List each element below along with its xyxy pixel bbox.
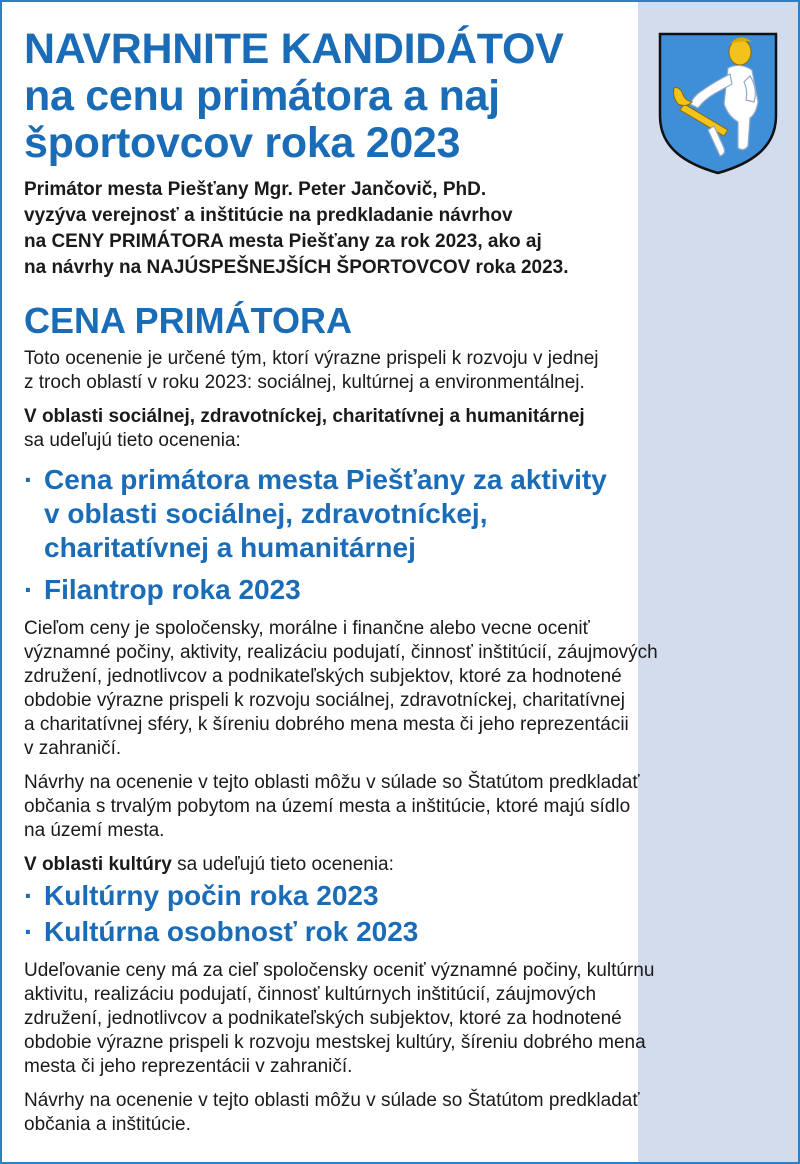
social-description	[24, 617, 784, 761]
text-line: aktivitu, realizáciu podujatí, činnosť kultúrnych inštitúcií, záujmových	[24, 984, 597, 1005]
text-line: Toto ocenenie je určené tým, ktorí výrazne prispeli k rozvoju v jednej	[24, 348, 599, 369]
bullet-icon: ·	[24, 574, 34, 605]
award-line: charitatívnej a humanitárnej	[44, 532, 416, 563]
social-eligibility	[24, 771, 784, 843]
text-line: združení, jednotlivcov a podnikateľských subjektov, ktoré za hodnotené	[24, 666, 622, 687]
culture-heading-bold: V oblasti kultúry	[24, 854, 172, 875]
award-item	[24, 879, 784, 913]
culture-eligibility	[24, 1089, 784, 1137]
intro-line: Primátor mesta Piešťany Mgr. Peter Jančovič, PhD.	[24, 179, 487, 200]
intro-line: na CENY PRIMÁTORA mesta Piešťany za rok 2023, ako aj	[24, 231, 542, 252]
text-line: občania a inštitúcie.	[24, 1114, 191, 1135]
text-line: obdobie výrazne prispeli k rozvoju mestskej kultúry, šíreniu dobrého mena	[24, 1032, 646, 1053]
social-heading-bold: V oblasti sociálnej, zdravotníckej, charitatívnej a humanitárnej	[24, 406, 585, 427]
headline-line: športovcov roka 2023	[24, 119, 461, 167]
award-description	[24, 347, 784, 395]
text-line: a charitatívnej sféry, k šíreniu dobrého mena mesta či jeho reprezentácii	[24, 714, 629, 735]
award-item	[24, 915, 784, 949]
text-line: mesta či jeho reprezentácii v zahraničí.	[24, 1056, 353, 1077]
social-heading-tail: sa udeľujú tieto ocenenia:	[24, 430, 241, 451]
bullet-icon: ·	[24, 880, 34, 911]
text-line: významné počiny, aktivity, realizáciu podujatí, činnosť inštitúcií, záujmových	[24, 642, 658, 663]
award-item	[24, 573, 784, 607]
culture-heading	[24, 853, 784, 877]
text-line: v zahraničí.	[24, 738, 122, 759]
headline-line: NAVRHNITE KANDIDÁTOV	[24, 25, 564, 73]
text-line: občania s trvalým pobytom na území mesta a inštitúcie, ktoré majú sídlo	[24, 796, 631, 817]
award-item	[24, 463, 784, 565]
intro	[24, 177, 784, 281]
headline-line: na cenu primátora a naj	[24, 72, 500, 120]
text-line: Cieľom ceny je spoločensky, morálne i finančne alebo vecne oceniť	[24, 618, 590, 639]
text-line: Návrhy na ocenenie v tejto oblasti môžu v súlade so Štatútom predkladať	[24, 1090, 640, 1111]
social-heading	[24, 405, 784, 453]
text-line: Návrhy na ocenenie v tejto oblasti môžu v súlade so Štatútom predkladať	[24, 772, 640, 793]
intro-line: na návrhy na NAJÚSPEŠNEJŠÍCH ŠPORTOVCOV roka 2023.	[24, 257, 569, 278]
bullet-icon: ·	[24, 916, 34, 947]
intro-line: vyzýva verejnosť a inštitúcie na predkladanie návrhov	[24, 205, 513, 226]
award-line: Cena primátora mesta Piešťany za aktivity	[44, 464, 607, 495]
content	[24, 2, 784, 1137]
award-line: v oblasti sociálnej, zdravotníckej,	[44, 498, 488, 529]
bullet-icon: ·	[24, 464, 34, 495]
award-line: Kultúrna osobnosť rok 2023	[44, 916, 419, 947]
culture-heading-tail: sa udeľujú tieto ocenenia:	[171, 854, 394, 875]
headline	[24, 26, 784, 167]
award-line: Kultúrny počin roka 2023	[44, 880, 379, 911]
culture-description	[24, 959, 784, 1079]
award-line: Filantrop roka 2023	[44, 574, 301, 605]
text-line: na území mesta.	[24, 820, 165, 841]
text-line: z troch oblastí v roku 2023: sociálnej, kultúrnej a environmentálnej.	[24, 372, 585, 393]
section-title: CENA PRIMÁTORA	[24, 300, 353, 341]
text-line: združení, jednotlivcov a podnikateľských subjektov, ktoré za hodnotené	[24, 1008, 622, 1029]
text-line: Udeľovanie ceny má za cieľ spoločensky oceniť významné počiny, kultúrnu	[24, 960, 655, 981]
text-line: obdobie výrazne prispeli k rozvoju sociálnej, zdravotníckej, charitatívnej	[24, 690, 625, 711]
